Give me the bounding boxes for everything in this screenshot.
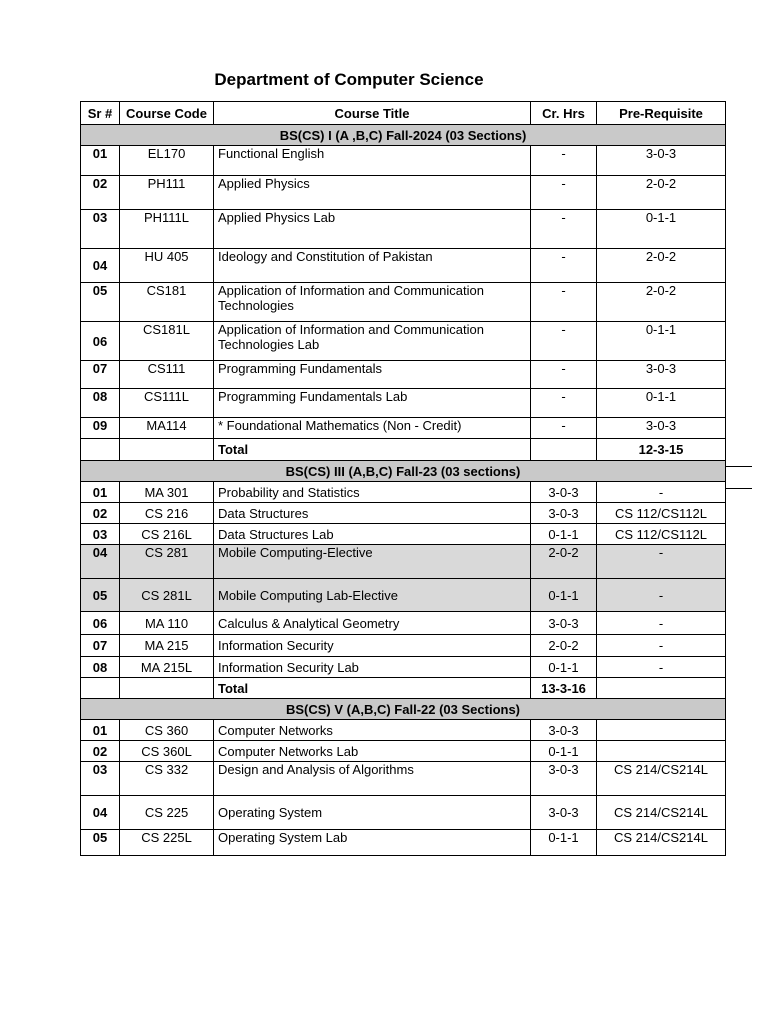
cell-course-title: Operating System Lab [214, 830, 531, 856]
cell-empty [81, 439, 120, 461]
section-heading: BS(CS) III (A,B,C) Fall-23 (03 sections) [81, 461, 726, 482]
cell-course-title: Information Security Lab [214, 657, 531, 678]
cell-prerequisite: 0-1-1 [597, 210, 726, 249]
cell-course-title: Calculus & Analytical Geometry [214, 612, 531, 635]
cell-credit-hours: 3-0-3 [531, 762, 597, 796]
table-row [81, 720, 726, 741]
total-credit-hours: 13-3-16 [531, 678, 597, 699]
cell-prerequisite: 2-0-2 [597, 176, 726, 210]
cell-sr: 01 [81, 146, 120, 176]
cell-course-title: Data Structures [214, 503, 531, 524]
table-row [81, 635, 726, 657]
cell-course-code: EL170 [120, 146, 214, 176]
cell-sr: 01 [81, 720, 120, 741]
table-header-row [81, 102, 726, 125]
cell-prerequisite: 0-1-1 [597, 322, 726, 361]
cell-prerequisite: - [597, 635, 726, 657]
cell-prerequisite: 3-0-3 [597, 146, 726, 176]
total-prerequisite [597, 678, 726, 699]
total-row [81, 678, 726, 699]
cell-course-code: MA 301 [120, 482, 214, 503]
cell-course-code: MA 215 [120, 635, 214, 657]
cell-credit-hours: 2-0-2 [531, 635, 597, 657]
border-line [725, 466, 752, 467]
cell-sr: 04 [81, 796, 120, 830]
course-table [80, 101, 726, 856]
cell-empty [120, 678, 214, 699]
table-row [81, 361, 726, 389]
cell-course-code: CS 225 [120, 796, 214, 830]
table-row [81, 389, 726, 418]
table-row [81, 210, 726, 249]
cell-sr: 07 [81, 635, 120, 657]
table-row [81, 796, 726, 830]
cell-prerequisite [597, 720, 726, 741]
cell-sr: 05 [81, 830, 120, 856]
cell-credit-hours: - [531, 249, 597, 283]
table-row [81, 176, 726, 210]
cell-sr: 05 [81, 283, 120, 322]
cell-sr: 01 [81, 482, 120, 503]
border-line [725, 488, 752, 489]
cell-prerequisite: - [597, 545, 726, 579]
cell-course-code: CS181L [120, 322, 214, 361]
total-credit-hours [531, 439, 597, 461]
cell-prerequisite: CS 112/CS112L [597, 524, 726, 545]
cell-sr: 02 [81, 741, 120, 762]
cell-prerequisite: - [597, 579, 726, 612]
cell-credit-hours: - [531, 418, 597, 439]
cell-course-code: PH111 [120, 176, 214, 210]
table-row [81, 418, 726, 439]
cell-credit-hours: - [531, 283, 597, 322]
header-course-code: Course Code [120, 102, 214, 125]
cell-course-code: MA114 [120, 418, 214, 439]
cell-credit-hours: - [531, 146, 597, 176]
cell-credit-hours: 0-1-1 [531, 657, 597, 678]
cell-course-title: Operating System [214, 796, 531, 830]
table-row [81, 830, 726, 856]
cell-credit-hours: - [531, 322, 597, 361]
cell-course-code: PH111L [120, 210, 214, 249]
cell-course-code: CS 216 [120, 503, 214, 524]
cell-sr: 04 [81, 249, 120, 283]
cell-course-title: Design and Analysis of Algorithms [214, 762, 531, 796]
cell-credit-hours: 2-0-2 [531, 545, 597, 579]
cell-course-code: CS 360 [120, 720, 214, 741]
header-sr: Sr # [81, 102, 120, 125]
cell-course-title: Application of Information and Communication Technologies [214, 283, 531, 322]
cell-course-code: CS 216L [120, 524, 214, 545]
cell-credit-hours: 0-1-1 [531, 830, 597, 856]
cell-sr: 04 [81, 545, 120, 579]
cell-course-code: CS 281L [120, 579, 214, 612]
page-title: Department of Computer Science [214, 70, 484, 89]
cell-course-title: Information Security [214, 635, 531, 657]
cell-course-title: Computer Networks Lab [214, 741, 531, 762]
total-prerequisite: 12-3-15 [597, 439, 726, 461]
cell-course-title: Mobile Computing Lab-Elective [214, 579, 531, 612]
cell-sr: 06 [81, 612, 120, 635]
table-row [81, 503, 726, 524]
table-row [81, 762, 726, 796]
cell-course-code: MA 110 [120, 612, 214, 635]
cell-prerequisite: 2-0-2 [597, 249, 726, 283]
cell-course-title: Probability and Statistics [214, 482, 531, 503]
cell-sr: 03 [81, 210, 120, 249]
cell-empty [120, 439, 214, 461]
cell-course-title: Application of Information and Communication Technologies Lab [214, 322, 531, 361]
cell-sr: 09 [81, 418, 120, 439]
cell-empty [81, 678, 120, 699]
table-row [81, 322, 726, 361]
cell-course-title: Computer Networks [214, 720, 531, 741]
cell-course-code: CS 225L [120, 830, 214, 856]
cell-sr: 05 [81, 579, 120, 612]
cell-prerequisite: 3-0-3 [597, 361, 726, 389]
cell-credit-hours: 3-0-3 [531, 503, 597, 524]
cell-credit-hours: 3-0-3 [531, 482, 597, 503]
cell-credit-hours: 0-1-1 [531, 741, 597, 762]
section-heading-row [81, 125, 726, 146]
table-row [81, 612, 726, 635]
cell-sr: 06 [81, 322, 120, 361]
cell-credit-hours: - [531, 389, 597, 418]
cell-prerequisite: - [597, 612, 726, 635]
cell-course-title: Mobile Computing-Elective [214, 545, 531, 579]
section-heading-row [81, 461, 726, 482]
cell-credit-hours: 3-0-3 [531, 720, 597, 741]
total-label: Total [214, 439, 531, 461]
table-row [81, 482, 726, 503]
section-heading: BS(CS) I (A ,B,C) Fall-2024 (03 Sections) [81, 125, 726, 146]
cell-course-title: Ideology and Constitution of Pakistan [214, 249, 531, 283]
cell-prerequisite: CS 214/CS214L [597, 796, 726, 830]
cell-prerequisite: 3-0-3 [597, 418, 726, 439]
cell-sr: 07 [81, 361, 120, 389]
cell-course-title: Data Structures Lab [214, 524, 531, 545]
cell-credit-hours: 0-1-1 [531, 524, 597, 545]
cell-course-code: CS 332 [120, 762, 214, 796]
cell-prerequisite: 2-0-2 [597, 283, 726, 322]
section-heading: BS(CS) V (A,B,C) Fall-22 (03 Sections) [81, 699, 726, 720]
cell-course-code: HU 405 [120, 249, 214, 283]
cell-course-title: * Foundational Mathematics (Non - Credit) [214, 418, 531, 439]
table-row [81, 545, 726, 579]
cell-course-title: Programming Fundamentals Lab [214, 389, 531, 418]
cell-course-code: CS181 [120, 283, 214, 322]
cell-prerequisite: 0-1-1 [597, 389, 726, 418]
cell-course-code: CS111L [120, 389, 214, 418]
table-row [81, 249, 726, 283]
cell-prerequisite [597, 741, 726, 762]
header-course-title: Course Title [214, 102, 531, 125]
table-row [81, 524, 726, 545]
cell-course-code: CS 360L [120, 741, 214, 762]
cell-prerequisite: - [597, 657, 726, 678]
cell-sr: 02 [81, 176, 120, 210]
cell-prerequisite: CS 112/CS112L [597, 503, 726, 524]
cell-course-code: CS 281 [120, 545, 214, 579]
cell-credit-hours: 3-0-3 [531, 612, 597, 635]
cell-sr: 08 [81, 389, 120, 418]
cell-course-title: Programming Fundamentals [214, 361, 531, 389]
cell-credit-hours: - [531, 361, 597, 389]
cell-course-title: Functional English [214, 146, 531, 176]
cell-course-code: CS111 [120, 361, 214, 389]
header-credit-hours: Cr. Hrs [531, 102, 597, 125]
cell-credit-hours: 0-1-1 [531, 579, 597, 612]
cell-course-title: Applied Physics Lab [214, 210, 531, 249]
total-label: Total [214, 678, 531, 699]
cell-course-title: Applied Physics [214, 176, 531, 210]
header-prerequisite: Pre-Requisite [597, 102, 726, 125]
cell-credit-hours: - [531, 210, 597, 249]
cell-prerequisite: CS 214/CS214L [597, 762, 726, 796]
total-row [81, 439, 726, 461]
cell-sr: 03 [81, 762, 120, 796]
cell-prerequisite: - [597, 482, 726, 503]
cell-sr: 02 [81, 503, 120, 524]
table-row [81, 741, 726, 762]
cell-credit-hours: 3-0-3 [531, 796, 597, 830]
cell-sr: 08 [81, 657, 120, 678]
cell-prerequisite: CS 214/CS214L [597, 830, 726, 856]
table-row [81, 657, 726, 678]
cell-credit-hours: - [531, 176, 597, 210]
table-row [81, 579, 726, 612]
section-heading-row [81, 699, 726, 720]
table-row [81, 146, 726, 176]
cell-sr: 03 [81, 524, 120, 545]
cell-course-code: MA 215L [120, 657, 214, 678]
table-row [81, 283, 726, 322]
